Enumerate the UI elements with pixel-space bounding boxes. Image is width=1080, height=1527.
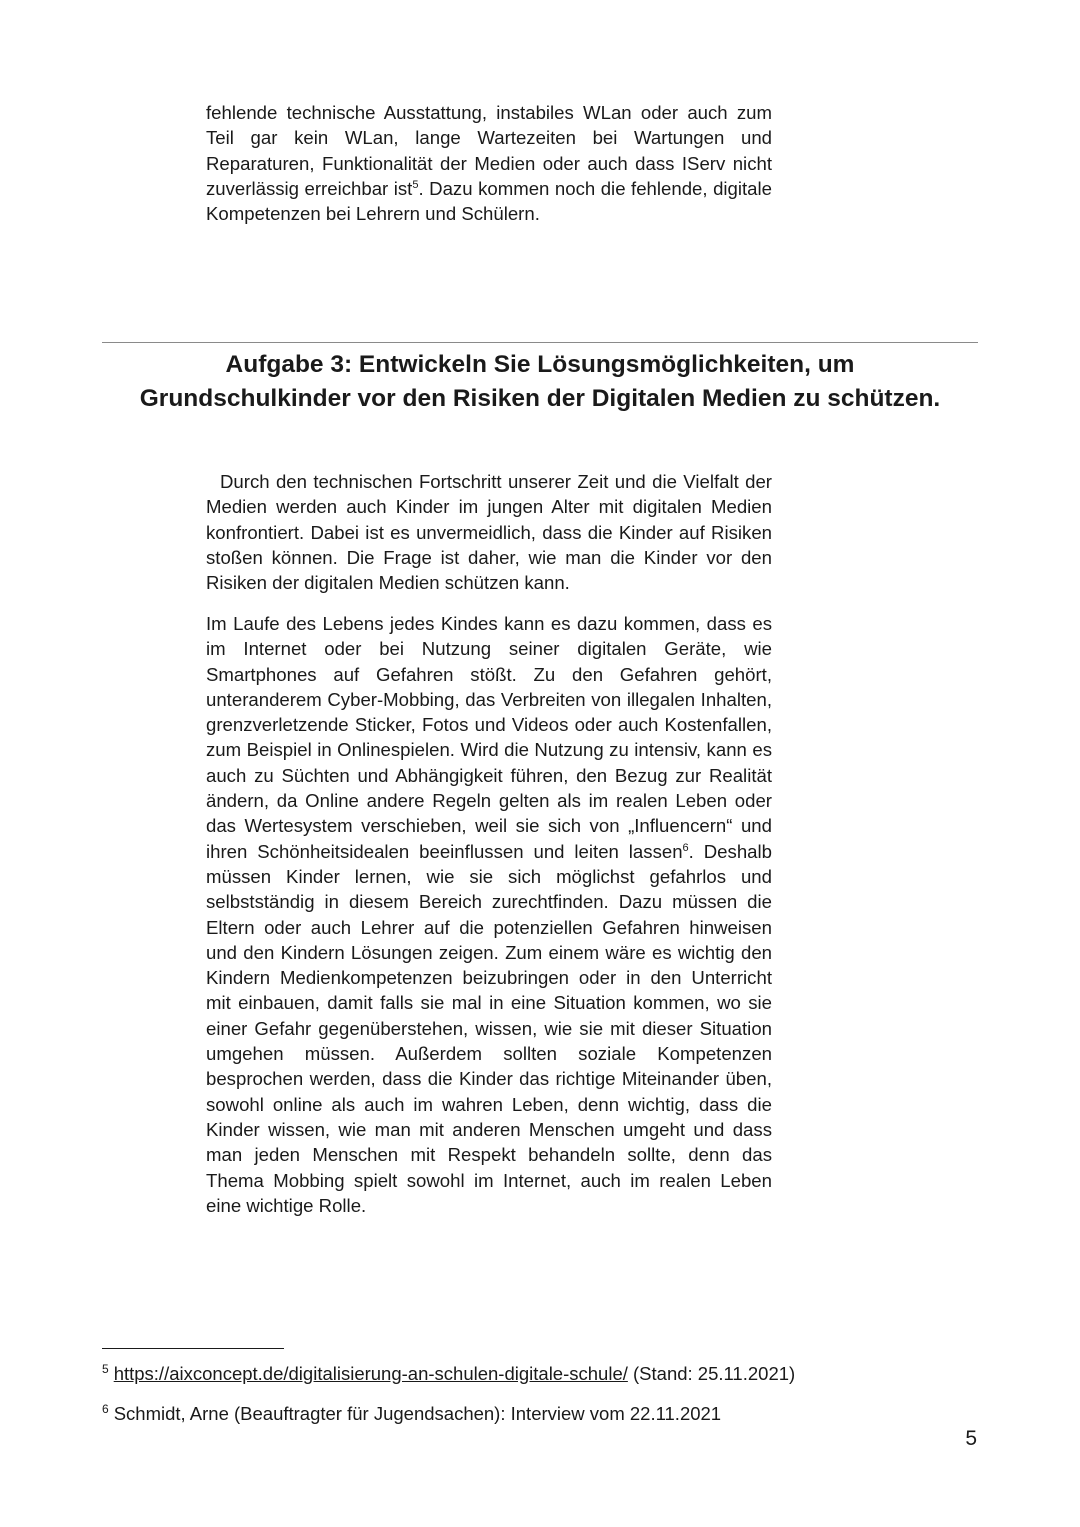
footnote-5-mark: 5 bbox=[102, 1361, 109, 1376]
paragraph-3 bbox=[206, 611, 772, 1218]
footnote-5-text: (Stand: 25.11.2021) bbox=[627, 1363, 796, 1384]
paragraph-3-text: Im Laufe des Lebens jedes Kindes kann es dazu kommen, dass es im Internet oder bei Nutzung seiner digitalen Geräte, wie Smartphones auf Gefahren stößt. Zu den Gefahren gehört, unteranderem Cyber-Mobbing, das Verbreiten von illegalen Inhalten, grenzverletzende Sticker, Fotos und Videos oder auch Kostenfallen, zum Beispiel in Onlinespielen. Wird die Nutzung zu intensiv, kann es auch zu Süchten und Abhängigkeit führen, den Bezug zur Realität ändern, da Online andere Regeln gelten als im realen Leben oder das Wertesystem verschieben, weil sie sich von „Influencern“ und ihren Schönheitsidealen beeinflussen und leiten lassen bbox=[206, 613, 772, 862]
footnote-5 bbox=[102, 1362, 795, 1386]
footnote-ref-6[interactable]: 6 bbox=[682, 841, 689, 854]
paragraph-1-text: fehlende technische Ausstattung, instabiles WLan oder auch zum Teil gar kein WLan, lange Wartezeiten bei Wartungen und Reparaturen, Funktionalität der Medien oder auch dass IServ nicht zuverlässig erreichbar ist bbox=[206, 102, 772, 199]
paragraph-1 bbox=[206, 100, 772, 226]
section-heading bbox=[90, 348, 990, 416]
footnote-6-text: Schmidt, Arne (Beauftragter für Jugendsachen): Interview vom 22.11.2021 bbox=[113, 1403, 722, 1424]
section-heading-line-2: Grundschulkinder vor den Risiken der Digitalen Medien zu schützen. bbox=[139, 385, 941, 412]
footnote-5-link[interactable]: https://aixconcept.de/digitalisierung-an-schulen-digitale-schule/ bbox=[113, 1363, 628, 1384]
paragraph-3-text-after: . Deshalb müssen Kinder lernen, wie sie sich möglichst gefahrlos und selbstständig in diesem Bereich zurechtfinden. Dazu müssen die Eltern oder auch Lehrer auf die potenziellen Gefahren hinweisen und den Kindern Lösungen zeigen. Zum einem wäre es wichtig den Kindern Medienkompetenzen beizubringen oder in den Unterricht mit einbauen, damit falls sie mal in eine Situation kommen, wo sie einer Gefahr gegenüberstehen, wissen, wie sie mit dieser Situation umgehen müssen. Außerdem sollten soziale Kompetenzen besprochen werden, dass die Kinder das richtige Miteinander üben, sowohl online als auch im wahren Leben, denn wichtig, dass die Kinder wissen, wie man mit anderen Menschen umgeht und dass man jeden Menschen mit Respekt behandeln sollte, denn das Thema Mobbing spielt sowohl im Internet, auch im realen Leben eine wichtige Rolle. bbox=[206, 840, 772, 1216]
footnote-separator bbox=[102, 1348, 284, 1349]
paragraph-1-text-after: . Dazu kommen noch die fehlende, digitale Kompetenzen bei Lehrern und Schülern. bbox=[206, 177, 772, 225]
footnote-6-mark: 6 bbox=[102, 1401, 109, 1416]
section-heading-line-1: Aufgabe 3: Entwickeln Sie Lösungsmöglichkeiten, um bbox=[225, 351, 855, 378]
section-divider bbox=[102, 342, 978, 343]
footnote-ref-5[interactable]: 5 bbox=[412, 178, 419, 191]
footnote-6 bbox=[102, 1402, 721, 1426]
page-number: 5 bbox=[965, 1427, 977, 1450]
paragraph-2: Durch den technischen Fortschritt unserer Zeit und die Vielfalt der Medien werden auch Kinder im jungen Alter mit digitalen Medien konfrontiert. Dabei ist es unvermeidlich, dass die Kinder auf Risiken stoßen können. Die Frage ist daher, wie man die Kinder vor den Risiken der digitalen Medien schützen kann. bbox=[206, 471, 772, 594]
